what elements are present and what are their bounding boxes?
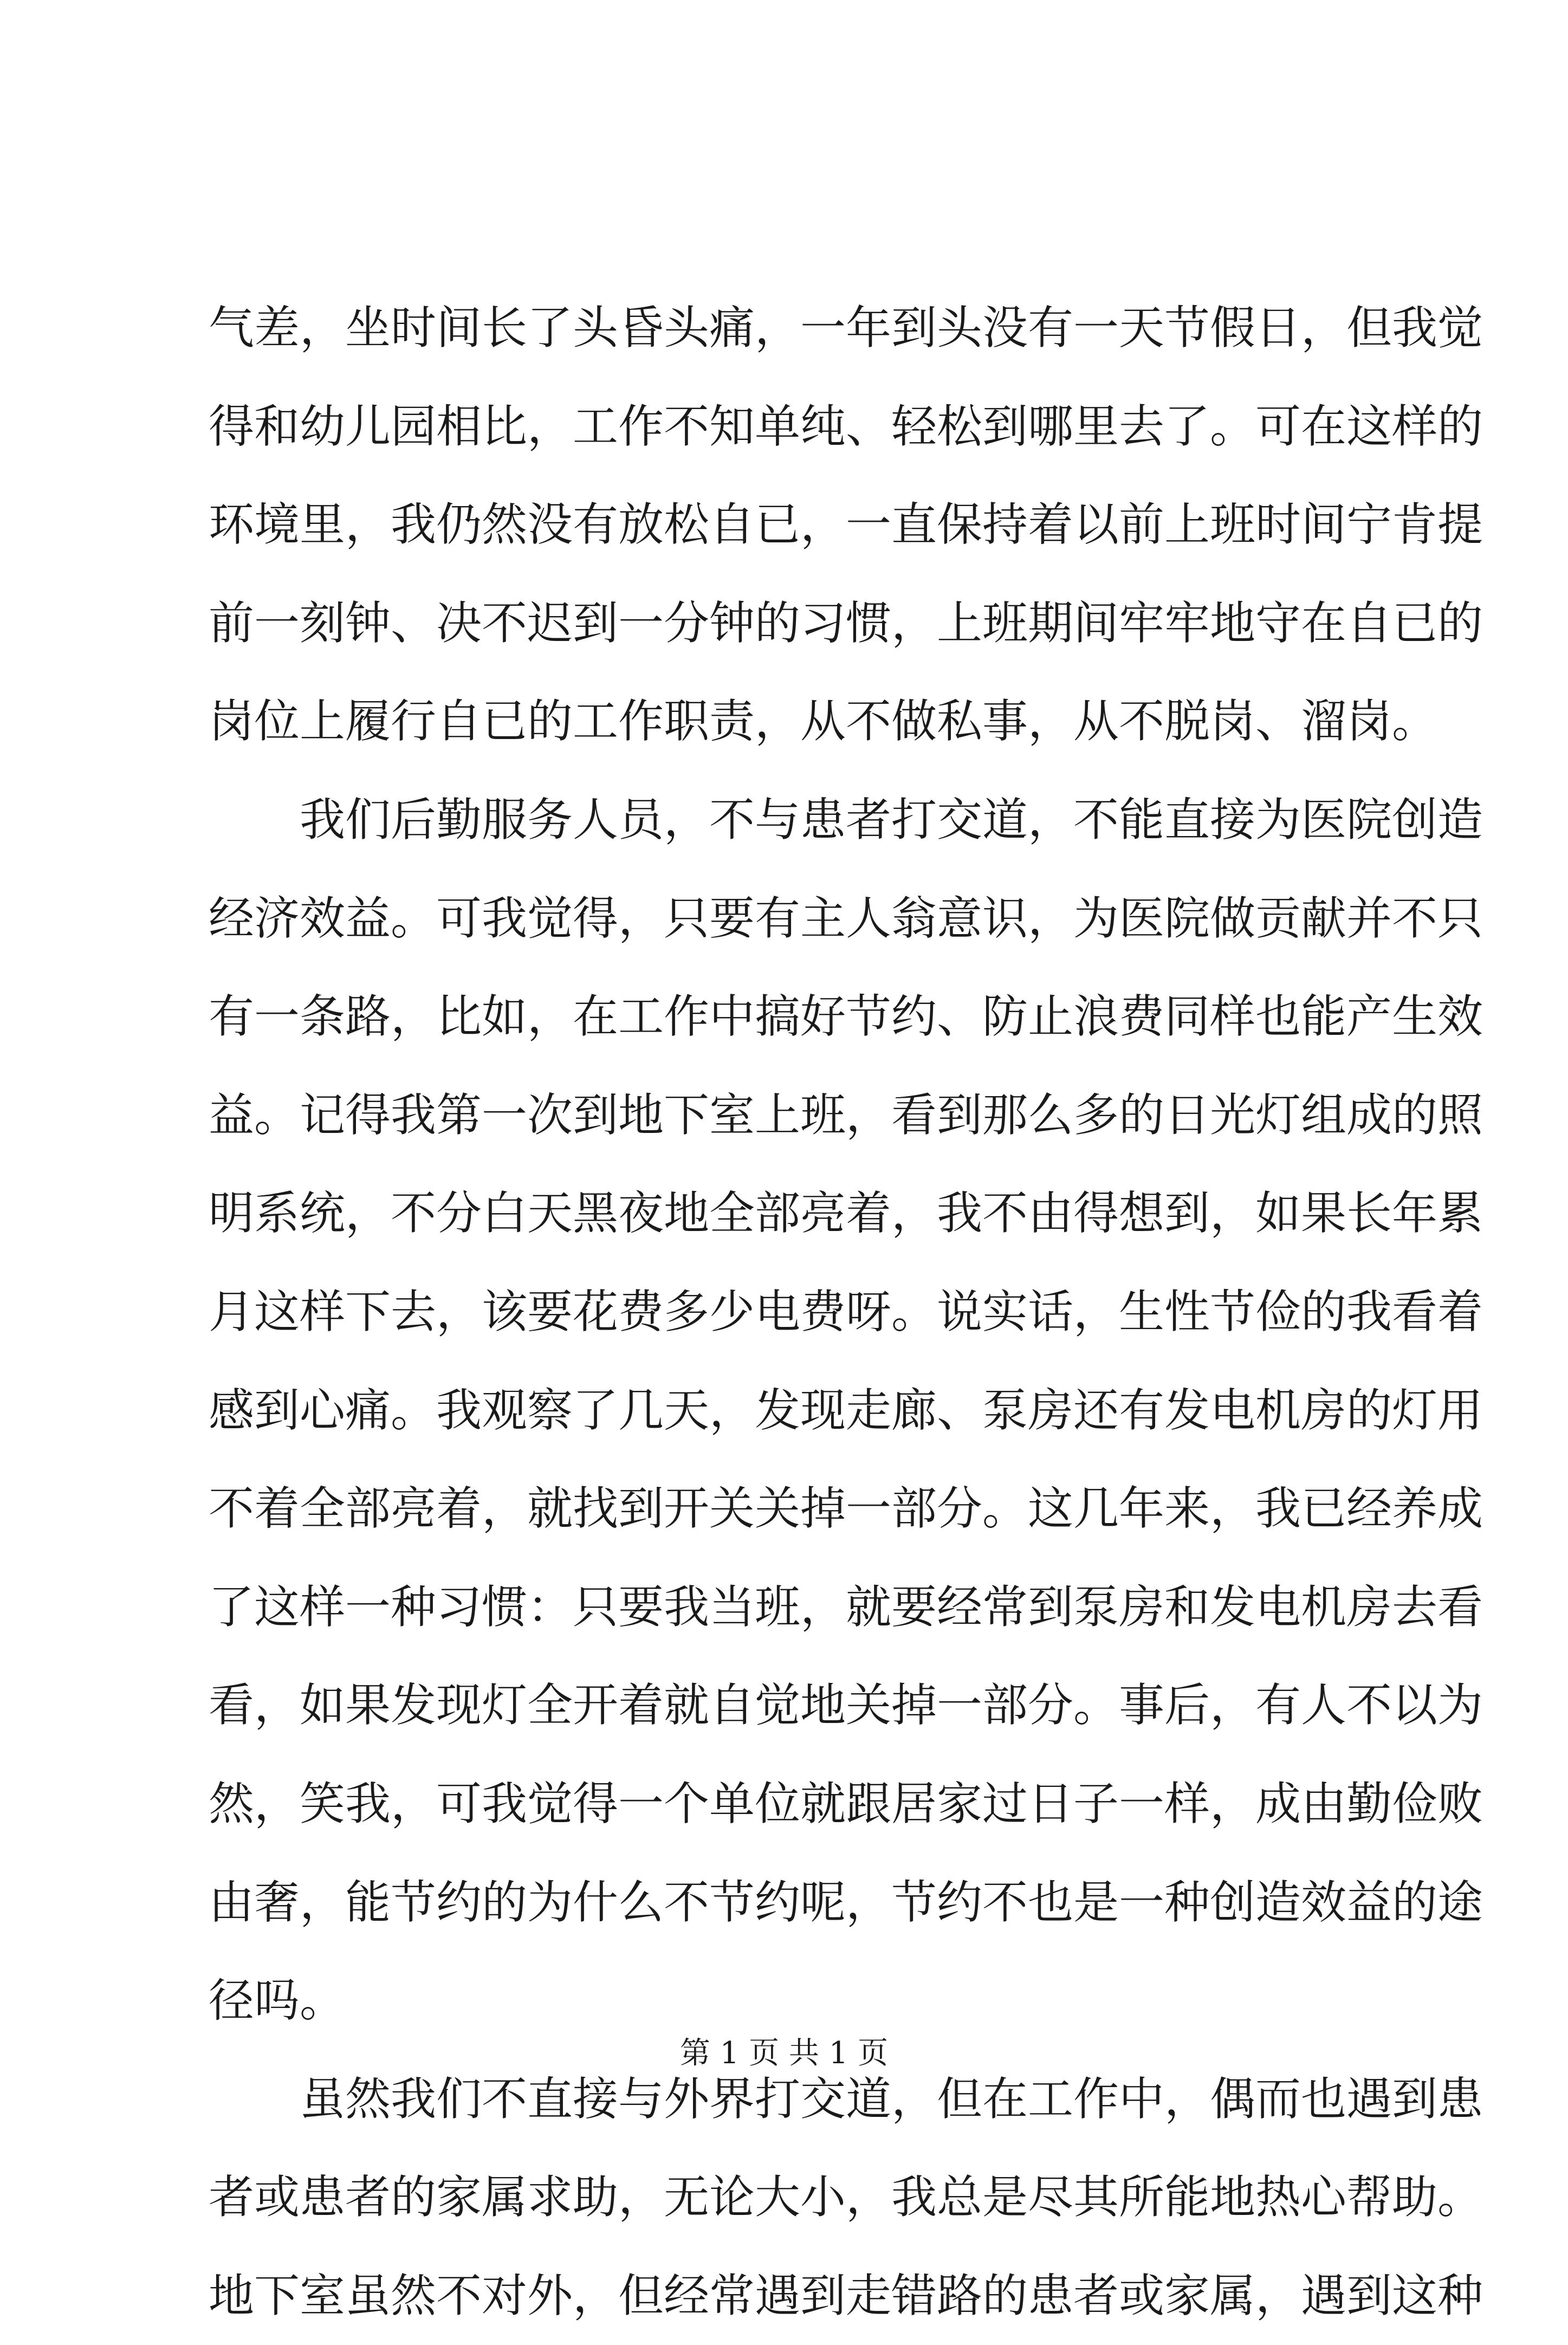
text-line: 有一条路，比如，在工作中搞好节约、防止浪费同样也能产生效	[209, 990, 1483, 1044]
text-line: 看，如果发现灯全开着就自觉地关掉一部分。事后，有人不以为	[209, 1679, 1483, 1732]
page-footer: 第 1 页 共 1 页	[679, 2036, 889, 2071]
text-line: 地下室虽然不对外，但经常遇到走错路的患者或家属，遇到这种	[209, 2269, 1483, 2322]
text-line: 前一刻钟、决不迟到一分钟的习惯，上班期间牢牢地守在自已的	[209, 596, 1483, 650]
text-line: 者或患者的家属求助，无论大小，我总是尽其所能地热心帮助。	[209, 2171, 1483, 2224]
text-line: 气差，坐时间长了头昏头痛，一年到头没有一天节假日，但我觉	[209, 301, 1483, 354]
text-line: 得和幼儿园相比，工作不知单纯、轻松到哪里去了。可在这样的	[209, 399, 1483, 453]
text-line: 虽然我们不直接与外界打交道，但在工作中，偶而也遇到患	[300, 2072, 1483, 2126]
text-line: 感到心痛。我观察了几天，发现走廊、泵房还有发电机房的灯用	[209, 1383, 1483, 1437]
text-line: 环境里，我仍然没有放松自已，一直保持着以前上班时间宁肯提	[209, 498, 1483, 552]
text-line: 然，笑我，可我觉得一个单位就跟居家过日子一样，成由勤俭败	[209, 1777, 1483, 1830]
text-line: 益。记得我第一次到地下室上班，看到那么多的日光灯组成的照	[209, 1088, 1483, 1142]
text-line: 不着全部亮着，就找到开关关掉一部分。这几年来，我已经养成	[209, 1482, 1483, 1536]
text-line: 由奢，能节约的为什么不节约呢，节约不也是一种创造效益的途	[209, 1875, 1483, 1929]
text-line: 径吗。	[209, 1974, 346, 2027]
text-line: 明系统，不分白天黑夜地全部亮着，我不由得想到，如果长年累	[209, 1187, 1483, 1240]
text-line: 经济效益。可我觉得，只要有主人翁意识，为医院做贡献并不只	[209, 891, 1483, 945]
text-line: 月这样下去，该要花费多少电费呀。说实话，生性节俭的我看着	[209, 1285, 1483, 1338]
text-line: 岗位上履行自已的工作职责，从不做私事，从不脱岗、溜岗。	[209, 695, 1438, 748]
text-line: 了这样一种习惯：只要我当班，就要经常到泵房和发电机房去看	[209, 1580, 1483, 1634]
text-line: 我们后勤服务人员，不与患者打交道，不能直接为医院创造	[300, 793, 1483, 846]
